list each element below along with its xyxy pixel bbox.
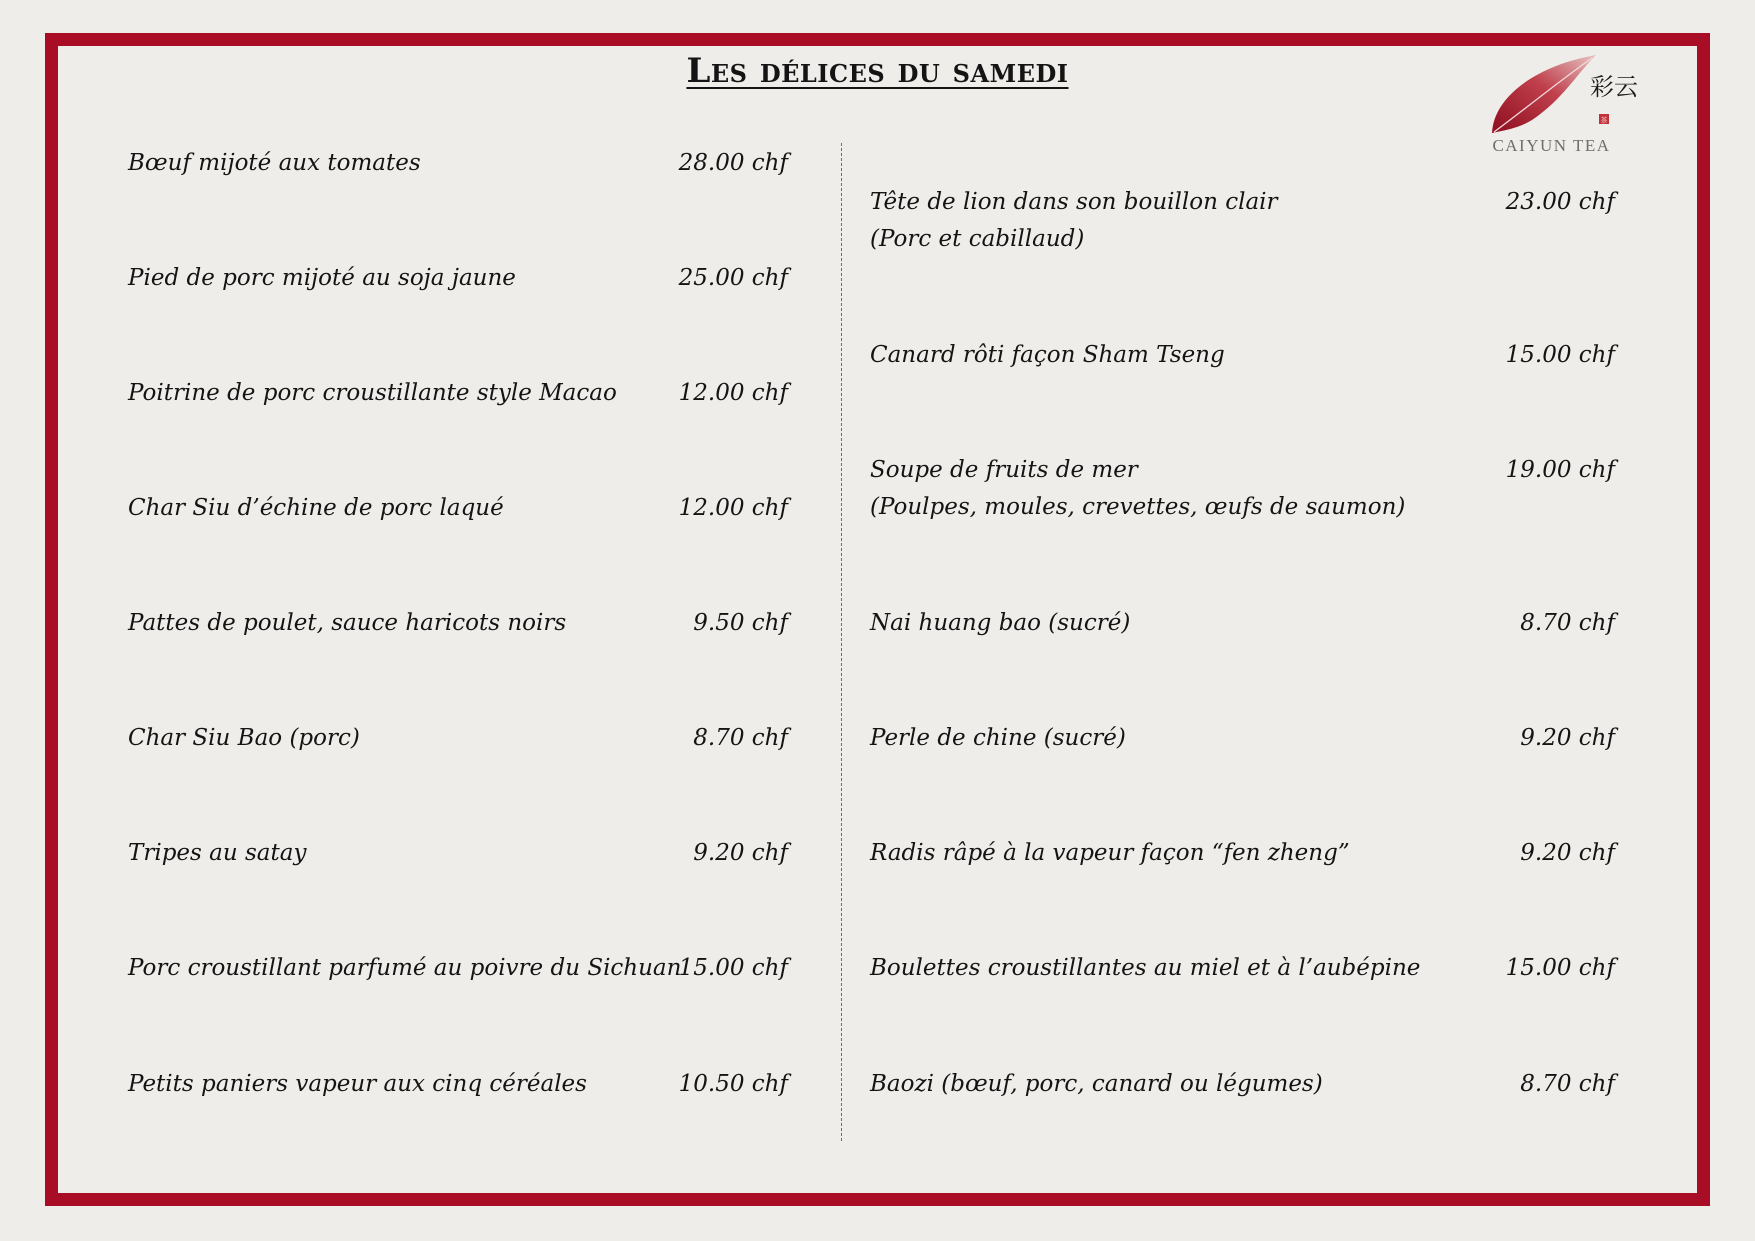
dish-price: 9.50 chf xyxy=(693,610,788,636)
logo-seal-text: 茶 xyxy=(1600,116,1608,125)
dish-name: Baozi (bœuf, porc, canard ou légumes) xyxy=(870,1071,1323,1097)
dish-price: 10.50 chf xyxy=(678,1071,788,1097)
dish-price: 9.20 chf xyxy=(693,840,788,866)
dish-name: Tête de lion dans son bouillon clair xyxy=(870,189,1278,215)
dish-note: (Poulpes, moules, crevettes, œufs de saumon) xyxy=(870,494,1406,520)
dish-price: 8.70 chf xyxy=(693,725,788,751)
dish-name: Porc croustillant parfumé au poivre du Sichuan xyxy=(128,955,682,981)
dish-name: Poitrine de porc croustillante style Macao xyxy=(128,380,617,406)
dish-note: (Porc et cabillaud) xyxy=(870,226,1085,252)
dish-name: Soupe de fruits de mer xyxy=(870,457,1138,483)
dish-price: 19.00 chf xyxy=(1505,457,1615,483)
column-divider xyxy=(841,143,842,1141)
dish-name: Tripes au satay xyxy=(128,840,307,866)
dish-name: Char Siu d’échine de porc laqué xyxy=(128,495,504,521)
dish-name: Canard rôti façon Sham Tseng xyxy=(870,342,1225,368)
dish-price: 25.00 chf xyxy=(678,265,788,291)
dish-price: 9.20 chf xyxy=(1520,840,1615,866)
dish-price: 8.70 chf xyxy=(1520,610,1615,636)
dish-price: 28.00 chf xyxy=(678,150,788,176)
logo-text: CAIYUN TEA xyxy=(1492,136,1611,155)
menu-title: Les délices du samedi xyxy=(686,51,1069,91)
dish-name: Petits paniers vapeur aux cinq céréales xyxy=(128,1071,587,1097)
dish-price: 12.00 chf xyxy=(678,380,788,406)
dish-price: 15.00 chf xyxy=(678,955,788,981)
dish-name: Nai huang bao (sucré) xyxy=(870,610,1131,636)
dish-name: Boulettes croustillantes au miel et à l’aubépine xyxy=(870,955,1421,981)
logo-chinese-text: 彩云 xyxy=(1590,73,1638,101)
dish-name: Pattes de poulet, sauce haricots noirs xyxy=(128,610,567,636)
dish-name: Pied de porc mijoté au soja jaune xyxy=(128,265,516,291)
dish-name: Perle de chine (sucré) xyxy=(870,725,1126,751)
dish-name: Radis râpé à la vapeur façon “fen zheng” xyxy=(870,840,1350,866)
dish-name: Char Siu Bao (porc) xyxy=(128,725,360,751)
caiyun-tea-logo xyxy=(1484,50,1638,160)
dish-price: 23.00 chf xyxy=(1505,189,1615,215)
dish-price: 8.70 chf xyxy=(1520,1071,1615,1097)
dish-price: 9.20 chf xyxy=(1520,725,1615,751)
dish-price: 12.00 chf xyxy=(678,495,788,521)
dish-price: 15.00 chf xyxy=(1505,342,1615,368)
dish-price: 15.00 chf xyxy=(1505,955,1615,981)
dish-name: Bœuf mijoté aux tomates xyxy=(128,150,421,176)
